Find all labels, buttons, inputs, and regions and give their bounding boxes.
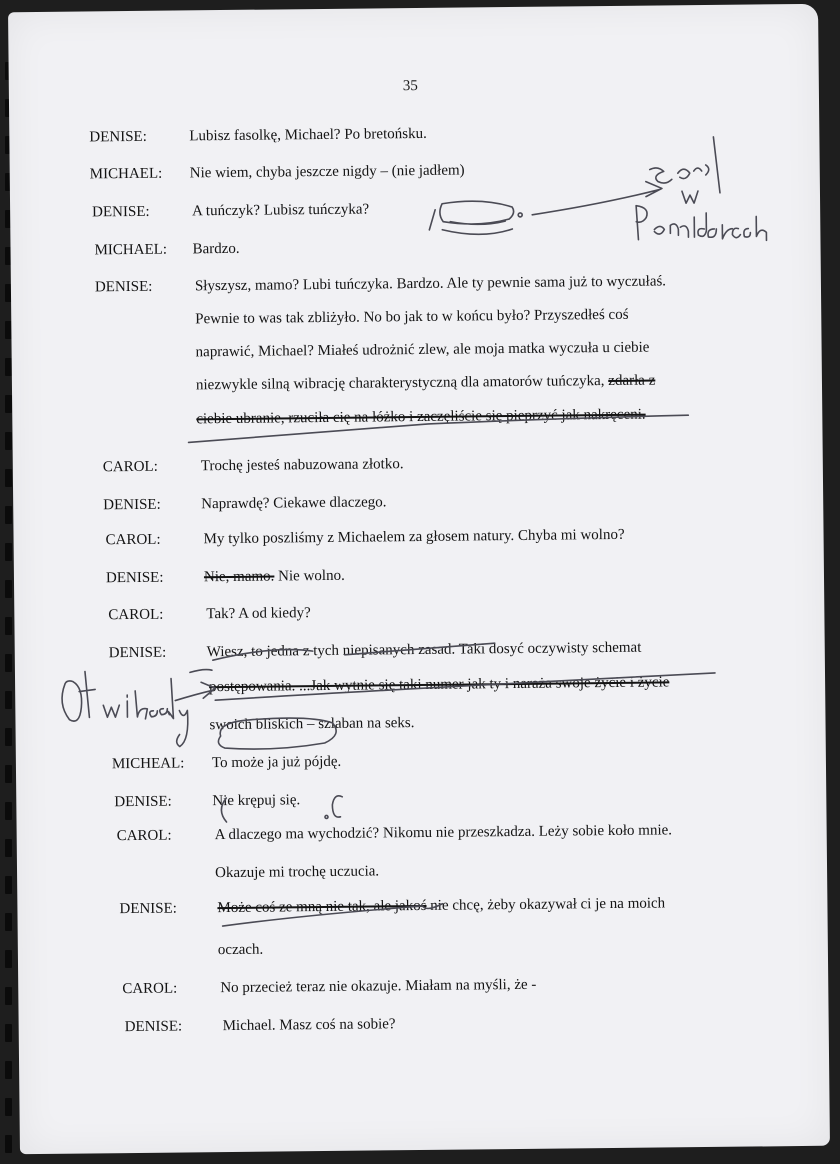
dialogue-text — [196, 340, 650, 362]
dialogue-text — [192, 241, 239, 258]
dialogue-text — [209, 715, 414, 734]
speaker-name: DENISE: — [105, 569, 164, 587]
line-text: My tylko poszliśmy z Michaelem za głosem natury. Chyba mi wolno? — [203, 526, 625, 548]
struck-text: ciebie ubranie, rzuciła cię na łóżko i zaczęliście się pieprzyć jak nakręceni. — [196, 406, 646, 428]
line-text: Bardzo. — [192, 240, 240, 258]
speaker-name: DENISE: — [92, 203, 150, 221]
line-text: To może ja już pójdę. — [211, 753, 342, 772]
struck-text: postępowania. ...Jak wytnie się taki numer jak ty i naraża swoje życie i życie — [209, 674, 670, 696]
speaker-name: MICHAEL: — [89, 165, 163, 183]
dialogue-text — [190, 163, 465, 183]
dialogue-text — [217, 895, 665, 917]
speaker-name: DENISE: — [124, 1018, 183, 1036]
line-text: naprawić, Michael? Miałeś udrożnić zlew, ale moja matka wyczuła u ciebie — [195, 339, 650, 361]
binding-hole — [5, 506, 12, 524]
speaker-name: DENISE: — [114, 793, 172, 811]
line-text: Okazuje mi trochę uczucia. — [214, 863, 380, 882]
dot-icon — [518, 213, 522, 217]
dialogue-text — [223, 1016, 396, 1035]
dialogue-text — [195, 307, 628, 329]
speaker-name: DENISE: — [89, 128, 147, 146]
speaker-name: CAROL: — [105, 531, 161, 549]
speaker-name: DENISE: — [103, 496, 161, 514]
binding-hole — [5, 987, 12, 1005]
speaker-name: CAROL: — [102, 458, 158, 476]
struck-text: Nie, mamo. — [203, 568, 275, 586]
dialogue-text — [215, 822, 672, 844]
dialogue-text — [206, 605, 311, 623]
dialogue-text — [207, 640, 642, 662]
dialogue-text — [195, 273, 666, 295]
arrow-icon — [532, 181, 662, 214]
line-text: Tak? A od kiedy? — [206, 605, 311, 623]
line-text: Wiesz, to jedna z tych niepisanych zasad. Taki dosyć oczywisty schemat — [206, 639, 642, 661]
handwriting-top-right-scribble — [635, 136, 766, 241]
dialogue-text — [196, 373, 656, 395]
dialogue-text — [215, 863, 379, 882]
speaker-name: MICHAEL: — [94, 241, 168, 259]
page-number: 35 — [402, 77, 418, 95]
line-text: A dlaczego ma wychodzić? Nikomu nie przeszkadza. Leży sobie koło mnie. — [214, 822, 673, 844]
speaker-name: CAROL: — [122, 980, 178, 998]
dialogue-text — [220, 977, 536, 997]
dialogue-text — [196, 407, 645, 429]
dialogue-text — [209, 674, 669, 696]
dialogue-text — [201, 494, 386, 513]
binding-hole — [5, 543, 12, 561]
speaker-name: DENISE: — [119, 900, 178, 918]
dialogue-text — [212, 754, 341, 772]
line-text: Naprawdę? Ciekawe dlaczego. — [201, 494, 387, 513]
line-text: niezwykle silną wibrację charakterystyczną dla amatorów tuńczyka, — [195, 373, 609, 394]
speaker-name: DENISE: — [108, 644, 167, 662]
binding-hole — [5, 617, 12, 635]
line-text: Nie wiem, chyba jeszcze nigdy – (nie jadłem) — [189, 162, 465, 182]
speaker-name: CAROL: — [116, 827, 172, 845]
dialogue-text — [212, 792, 300, 810]
dialogue-text — [204, 568, 345, 586]
dialogue-text — [189, 126, 427, 145]
line-text: Michael. Masz coś na sobie? — [222, 1016, 396, 1035]
speaker-name: CAROL: — [108, 606, 164, 624]
binding-hole — [5, 1061, 12, 1079]
struck-text: zdarła z — [608, 372, 656, 390]
binding-hole — [5, 580, 12, 598]
binding-hole — [5, 950, 12, 968]
line-text: Trochę jesteś nabuzowana złotko. — [200, 456, 404, 475]
line-text: nie chcę, żeby okazywał ci je na moich — [426, 895, 666, 914]
line-text: Lubisz fasolkę, Michael? Po bretońsku. — [189, 125, 427, 145]
binding-hole — [5, 1135, 12, 1153]
binding-hole — [5, 395, 12, 413]
line-text: Nie krępuj się. — [212, 792, 301, 810]
line-text: Nie wolno. — [274, 567, 345, 585]
line-text: oczach. — [217, 941, 264, 959]
binding-hole — [5, 691, 12, 709]
binding-hole — [5, 876, 12, 894]
handwriting-left-scribble — [62, 670, 188, 747]
binding-hole — [5, 654, 12, 672]
dialogue-text — [201, 456, 404, 475]
line-text: Pewnie to was tak zbliżyło. No bo jak to w końcu było? Przyszedłeś coś — [195, 306, 629, 328]
line-text: No przecież teraz nie okazuje. Miałam na myśli, że - — [220, 976, 537, 997]
speaker-name: DENISE: — [94, 278, 153, 296]
line-text-continued: – szlaban na seks. — [303, 715, 415, 733]
line-text: A tuńczyk? Lubisz tuńczyka? — [192, 201, 370, 220]
speaker-name: MICHEAL: — [111, 755, 185, 773]
dialogue-text — [218, 942, 264, 959]
line-text: swoich bliskich — [209, 716, 304, 734]
binding-hole — [5, 469, 12, 487]
binding-hole — [5, 432, 12, 450]
dialogue-text — [192, 202, 369, 221]
can-sketch-icon — [429, 201, 514, 235]
binding-hole — [5, 765, 12, 783]
binding-hole — [5, 1098, 12, 1116]
struck-text: Może coś ze mną nie tak, ale jakoś — [217, 897, 427, 917]
dialogue-text — [203, 527, 624, 548]
script-page — [8, 4, 830, 1154]
binding-hole — [5, 913, 12, 931]
binding-hole — [5, 728, 12, 746]
binding-hole — [5, 839, 12, 857]
line-text: Słyszysz, mamo? Lubi tuńczyka. Bardzo. Ale ty pewnie sama już to wyczułaś. — [194, 273, 667, 295]
binding-hole — [5, 802, 12, 820]
binding-hole — [5, 1024, 12, 1042]
